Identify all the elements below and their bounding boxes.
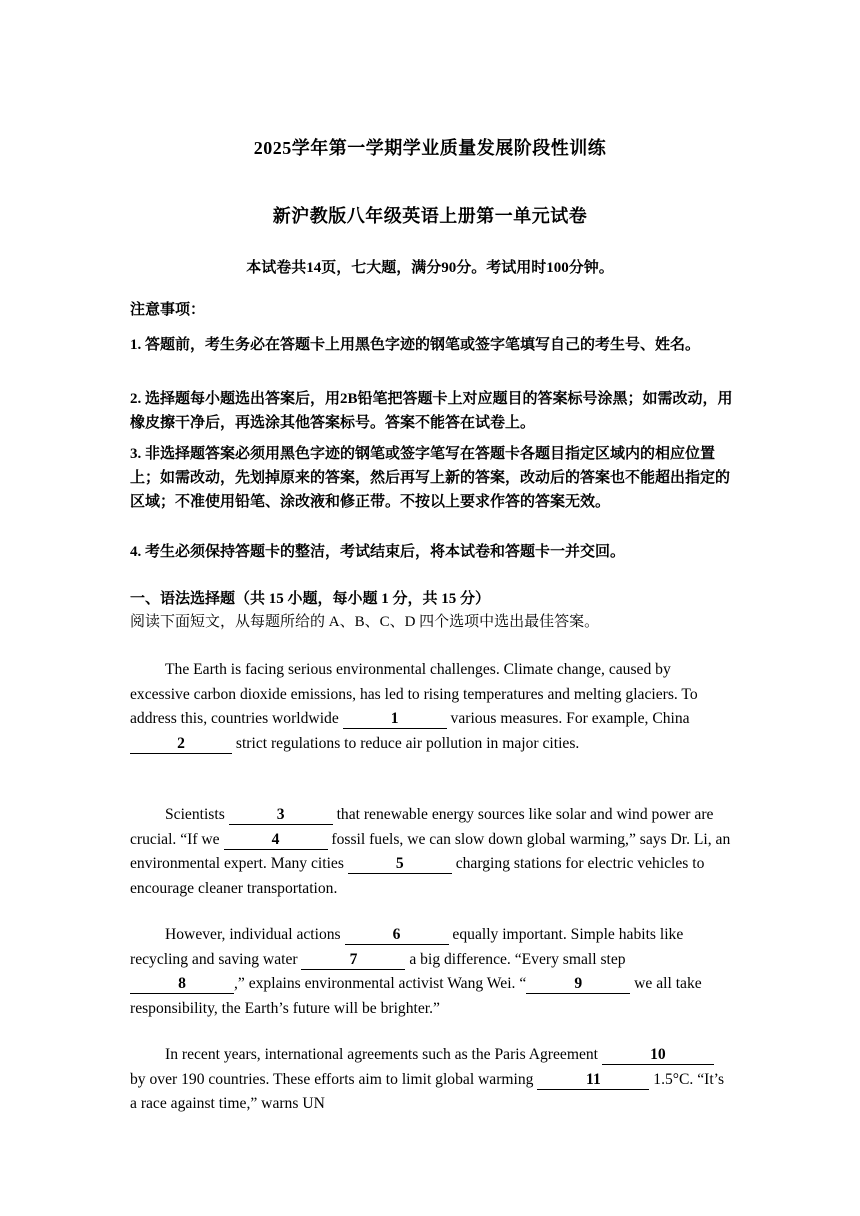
answer-blank-9: 9	[526, 975, 630, 994]
passage-text: However, individual actions	[165, 926, 345, 943]
passage-paragraph-2	[130, 803, 732, 901]
passage-text: that renewable energy sources like solar and wind power are crucial. “If we	[130, 806, 714, 848]
passage-text: Scientists	[165, 806, 229, 823]
note-item-1: 1. 答题前，考生务必在答题卡上用黑色字迹的钢笔或签字笔填写自己的考生号、姓名。	[130, 337, 701, 353]
answer-blank-8: 8	[130, 975, 234, 994]
answer-blank-10: 10	[602, 1046, 714, 1065]
passage-paragraph-4	[130, 1043, 732, 1117]
answer-blank-5: 5	[348, 855, 452, 874]
passage-text: 1.5°C. “It’s a race against time,” warns UN	[130, 1070, 725, 1113]
section-heading: 一、语法选择题（共 15 小题，每小题 1 分，共 15 分）	[130, 591, 491, 607]
answer-blank-7: 7	[301, 951, 405, 970]
passage-paragraph-3	[130, 923, 732, 1021]
notes-heading: 注意事项：	[130, 302, 206, 318]
passage-text: In recent years, international agreements such as the Paris Agreement	[165, 1046, 602, 1063]
section-instruction: 阅读下面短文，从每题所给的 A、B、C、D 四个选项中选出最佳答案。	[130, 614, 600, 630]
passage-text: various measures. For example, China	[446, 710, 690, 728]
answer-blank-3: 3	[229, 806, 333, 825]
answer-blank-4: 4	[224, 831, 328, 850]
exam-title: 2025学年第一学期学业质量发展阶段性训练	[253, 138, 607, 158]
passage-text: we all take responsibility, the Earth’s future will be brighter.”	[130, 975, 702, 1017]
answer-blank-1: 1	[343, 710, 447, 729]
passage-text: The Earth is facing serious environmental challenges. Climate change, caused by excessive carbon dioxide emissions, has led to rising temperatures and melting glaciers. To address this, countries worldwide	[130, 661, 698, 728]
note-item-4: 4. 考生必须保持答题卡的整洁，考试结束后，将本试卷和答题卡一并交回。	[130, 544, 626, 560]
passage-text: a big difference. “Every small step	[405, 950, 626, 968]
note-item-3: 3. 非选择题答案必须用黑色字迹的钢笔或签字笔写在答题卡各题目指定区域内的相应位置上；如需改动，先划掉原来的答案，然后再写上新的答案，改动后的答案也不能超出指定的区域；不准使用铅笔、涂改液和修正带。不按以上要求作答的答案无效。	[130, 446, 731, 510]
passage-paragraph-1	[130, 658, 732, 756]
passage-text: fossil fuels, we can slow down global warming,” says Dr. Li, an environmental expert. Many cities	[130, 830, 731, 873]
exam-info: 本试卷共14页，七大题，满分90分。考试用时100分钟。	[246, 260, 614, 276]
passage-text: equally important. Simple habits like recycling and saving water	[130, 926, 684, 968]
passage-text: by over 190 countries. These efforts aim to limit global warming	[130, 1070, 538, 1088]
answer-blank-6: 6	[345, 926, 449, 945]
note-item-2: 2. 选择题每小题选出答案后，用2B铅笔把答题卡上对应题目的答案标号涂黑；如需改动，用橡皮擦干净后，再选涂其他答案标号。答案不能答在试卷上。	[130, 391, 733, 431]
answer-blank-11: 11	[537, 1071, 649, 1090]
passage-text: strict regulations to reduce air pollution in major cities.	[232, 734, 580, 752]
answer-blank-2: 2	[130, 735, 232, 754]
exam-subtitle: 新沪教版八年级英语上册第一单元试卷	[272, 206, 588, 226]
passage-text: charging stations for electric vehicles to encourage cleaner transportation.	[130, 855, 705, 897]
passage-text: ,” explains environmental activist Wang Wei. “	[234, 975, 527, 993]
